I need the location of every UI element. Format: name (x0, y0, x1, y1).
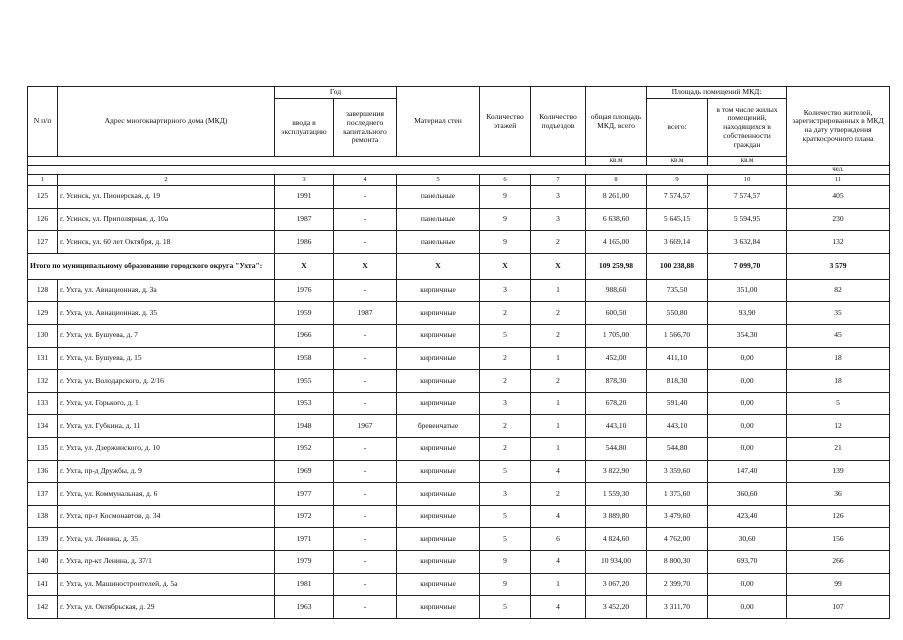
row-wall-material: кирпичные (397, 596, 480, 619)
row-premises-area: 544,80 (647, 437, 708, 460)
row-entrances: 1 (531, 347, 586, 370)
row-number: 142 (28, 596, 58, 619)
row-number: 141 (28, 573, 58, 596)
row-private-area: 30,60 (708, 528, 787, 551)
row-private-area: 0,00 (708, 573, 787, 596)
row-floors: 3 (480, 392, 531, 415)
row-entrances: 1 (531, 392, 586, 415)
table-row (28, 370, 890, 393)
header-residents: Количество жителей, зарегистрированных в МКД на дату утверждения краткосрочного плана (787, 87, 890, 166)
total-label: Итого по муниципальному образованию городского округа "Ухта": (28, 253, 275, 279)
row-entrances: 1 (531, 415, 586, 438)
header-address: Адрес многоквартирного дома (МКД) (58, 87, 275, 157)
row-year-overhaul: - (334, 392, 397, 415)
row-premises-area: 550,80 (647, 302, 708, 325)
row-total-area: 443,10 (586, 415, 647, 438)
total-row (28, 253, 890, 279)
row-residents: 35 (787, 302, 890, 325)
row-year-overhaul: - (334, 596, 397, 619)
column-number: 10 (708, 175, 787, 186)
total-year-overhaul: X (334, 253, 397, 279)
header-year-commissioned: ввода в эксплуатацию (275, 99, 334, 157)
row-wall-material: кирпичные (397, 573, 480, 596)
row-private-area: 0,00 (708, 347, 787, 370)
row-year-commissioned: 1959 (275, 302, 334, 325)
row-residents: 12 (787, 415, 890, 438)
row-year-overhaul: - (334, 550, 397, 573)
row-wall-material: кирпичные (397, 550, 480, 573)
table-row (28, 437, 890, 460)
row-year-overhaul: - (334, 370, 397, 393)
row-entrances: 2 (531, 483, 586, 506)
row-year-overhaul: 1967 (334, 415, 397, 438)
row-wall-material: панельные (397, 231, 480, 254)
column-number: 5 (397, 175, 480, 186)
row-residents: 82 (787, 279, 890, 302)
row-number: 138 (28, 505, 58, 528)
row-year-overhaul: - (334, 279, 397, 302)
row-residents: 45 (787, 324, 890, 347)
table-row (28, 415, 890, 438)
row-address: г. Усинск, ул. Приполярная, д. 10а (58, 208, 275, 231)
row-year-overhaul: - (334, 528, 397, 551)
row-residents: 99 (787, 573, 890, 596)
row-premises-area: 8 800,30 (647, 550, 708, 573)
row-wall-material: кирпичные (397, 370, 480, 393)
row-entrances: 4 (531, 596, 586, 619)
row-year-commissioned: 1986 (275, 231, 334, 254)
rows-usinsk (28, 186, 890, 254)
row-premises-area: 443,10 (647, 415, 708, 438)
row-year-commissioned: 1958 (275, 347, 334, 370)
row-number: 128 (28, 279, 58, 302)
row-floors: 2 (480, 370, 531, 393)
row-private-area: 693,70 (708, 550, 787, 573)
table-row (28, 279, 890, 302)
row-year-overhaul: - (334, 505, 397, 528)
column-number: 8 (586, 175, 647, 186)
row-floors: 9 (480, 550, 531, 573)
row-year-commissioned: 1977 (275, 483, 334, 506)
row-floors: 5 (480, 596, 531, 619)
row-premises-area: 2 399,70 (647, 573, 708, 596)
row-entrances: 4 (531, 505, 586, 528)
row-year-commissioned: 1979 (275, 550, 334, 573)
row-total-area: 10 934,00 (586, 550, 647, 573)
column-number: 7 (531, 175, 586, 186)
row-residents: 36 (787, 483, 890, 506)
row-entrances: 3 (531, 186, 586, 209)
row-wall-material: кирпичные (397, 392, 480, 415)
row-residents: 18 (787, 370, 890, 393)
row-entrances: 1 (531, 279, 586, 302)
row-premises-area: 4 762,00 (647, 528, 708, 551)
row-number: 137 (28, 483, 58, 506)
row-wall-material: кирпичные (397, 302, 480, 325)
column-number: 11 (787, 175, 890, 186)
row-residents: 156 (787, 528, 890, 551)
table-row (28, 550, 890, 573)
row-year-overhaul: - (334, 324, 397, 347)
table-row (28, 392, 890, 415)
row-floors: 9 (480, 186, 531, 209)
total-year-commissioned: X (275, 253, 334, 279)
column-number: 4 (334, 175, 397, 186)
row-year-commissioned: 1971 (275, 528, 334, 551)
row-year-commissioned: 1969 (275, 460, 334, 483)
row-address: г. Ухта, ул. Ленина, д. 35 (58, 528, 275, 551)
row-number: 131 (28, 347, 58, 370)
column-number: 3 (275, 175, 334, 186)
row-residents: 132 (787, 231, 890, 254)
row-year-commissioned: 1966 (275, 324, 334, 347)
column-number: 1 (28, 175, 58, 186)
table-row (28, 186, 890, 209)
total-floors: X (480, 253, 531, 279)
table-row (28, 347, 890, 370)
row-floors: 9 (480, 573, 531, 596)
column-number: 6 (480, 175, 531, 186)
table-row (28, 324, 890, 347)
row-total-area: 878,30 (586, 370, 647, 393)
row-year-overhaul: - (334, 460, 397, 483)
row-wall-material: кирпичные (397, 347, 480, 370)
row-floors: 2 (480, 437, 531, 460)
total-entrances: X (531, 253, 586, 279)
row-year-commissioned: 1963 (275, 596, 334, 619)
unit-spacer (28, 157, 586, 166)
row-number: 136 (28, 460, 58, 483)
row-premises-area: 1 566,70 (647, 324, 708, 347)
row-premises-area: 1 375,60 (647, 483, 708, 506)
row-private-area: 3 632,84 (708, 231, 787, 254)
row-year-overhaul: 1987 (334, 302, 397, 325)
row-wall-material: кирпичные (397, 505, 480, 528)
row-address: г. Ухта, ул. Авиационная, д. 3а (58, 279, 275, 302)
row-year-overhaul: - (334, 186, 397, 209)
table-row (28, 505, 890, 528)
row-entrances: 3 (531, 208, 586, 231)
table-row (28, 483, 890, 506)
header-year-overhaul: завершения последнего капитального ремонта (334, 99, 397, 157)
row-number: 134 (28, 415, 58, 438)
header-premises-total: всего: (647, 99, 708, 157)
row-total-area: 678,20 (586, 392, 647, 415)
row-year-commissioned: 1952 (275, 437, 334, 460)
row-year-overhaul: - (334, 573, 397, 596)
row-year-overhaul: - (334, 437, 397, 460)
row-entrances: 4 (531, 460, 586, 483)
table-row (28, 302, 890, 325)
row-residents: 139 (787, 460, 890, 483)
row-year-overhaul: - (334, 231, 397, 254)
row-address: г. Ухта, ул. Авиационная, д. 35 (58, 302, 275, 325)
row-wall-material: кирпичные (397, 528, 480, 551)
row-address: г. Ухта, ул. Бушуева, д. 7 (58, 324, 275, 347)
row-entrances: 2 (531, 370, 586, 393)
row-total-area: 988,60 (586, 279, 647, 302)
row-total-area: 3 822,90 (586, 460, 647, 483)
row-premises-area: 735,50 (647, 279, 708, 302)
row-premises-area: 3 311,70 (647, 596, 708, 619)
row-wall-material: кирпичные (397, 483, 480, 506)
row-wall-material: панельные (397, 208, 480, 231)
row-address: г. Ухта, ул. Володарского, д. 2/16 (58, 370, 275, 393)
row-total-area: 4 165,00 (586, 231, 647, 254)
row-premises-area: 3 479,60 (647, 505, 708, 528)
row-entrances: 2 (531, 302, 586, 325)
row-address: г. Ухта, пр-д Дружбы, д. 9 (58, 460, 275, 483)
row-number: 130 (28, 324, 58, 347)
unit-spacer-2 (28, 166, 787, 175)
row-year-commissioned: 1991 (275, 186, 334, 209)
row-total-area: 3 452,20 (586, 596, 647, 619)
row-private-area: 5 594,95 (708, 208, 787, 231)
row-floors: 5 (480, 505, 531, 528)
row-address: г. Ухта, ул. Губкина, д. 11 (58, 415, 275, 438)
row-entrances: 6 (531, 528, 586, 551)
row-number: 133 (28, 392, 58, 415)
row-floors: 2 (480, 415, 531, 438)
row-floors: 2 (480, 347, 531, 370)
header-npp: N п/п (28, 87, 58, 157)
row-private-area: 360,60 (708, 483, 787, 506)
row-total-area: 544,80 (586, 437, 647, 460)
row-floors: 2 (480, 302, 531, 325)
row-number: 127 (28, 231, 58, 254)
row-private-area: 0,00 (708, 437, 787, 460)
total-material: X (397, 253, 480, 279)
table-row (28, 208, 890, 231)
row-wall-material: бревенчатые (397, 415, 480, 438)
column-number: 2 (58, 175, 275, 186)
header-floors: Количество этажей (480, 87, 531, 157)
row-year-commissioned: 1953 (275, 392, 334, 415)
row-address: г. Ухта, ул. Машиностроителей, д. 5а (58, 573, 275, 596)
row-total-area: 3 889,80 (586, 505, 647, 528)
row-address: г. Ухта, пр-т Космонавтов, д. 34 (58, 505, 275, 528)
row-address: г. Усинск, ул. Пионерская, д. 19 (58, 186, 275, 209)
row-floors: 5 (480, 460, 531, 483)
row-private-area: 0,00 (708, 415, 787, 438)
row-wall-material: кирпичные (397, 460, 480, 483)
row-year-overhaul: - (334, 208, 397, 231)
total-premises: 100 238,88 (647, 253, 708, 279)
row-residents: 21 (787, 437, 890, 460)
row-premises-area: 3 359,60 (647, 460, 708, 483)
row-residents: 405 (787, 186, 890, 209)
total-residents: 3 579 (787, 253, 890, 279)
row-address: г. Ухта, ул. Дзержинского, д. 10 (58, 437, 275, 460)
table-row (28, 231, 890, 254)
row-number: 135 (28, 437, 58, 460)
unit-area-private: кв.м (708, 157, 787, 166)
row-wall-material: кирпичные (397, 324, 480, 347)
row-entrances: 1 (531, 437, 586, 460)
row-year-commissioned: 1948 (275, 415, 334, 438)
header-wall-material: Материал стен (397, 87, 480, 157)
row-premises-area: 591,40 (647, 392, 708, 415)
row-number: 140 (28, 550, 58, 573)
row-address: г. Ухта, ул. Коммунальная, д. 6 (58, 483, 275, 506)
row-total-area: 6 638,60 (586, 208, 647, 231)
row-private-area: 354,30 (708, 324, 787, 347)
row-private-area: 0,00 (708, 392, 787, 415)
row-private-area: 351,00 (708, 279, 787, 302)
row-floors: 5 (480, 528, 531, 551)
row-address: г. Усинск, ул. 60 лет Октября, д. 18 (58, 231, 275, 254)
row-premises-area: 5 645,15 (647, 208, 708, 231)
unit-area-total: кв.м (586, 157, 647, 166)
row-year-overhaul: - (334, 483, 397, 506)
row-number: 132 (28, 370, 58, 393)
row-number: 129 (28, 302, 58, 325)
row-number: 126 (28, 208, 58, 231)
row-address: г. Ухта, ул. Горького, д. 1 (58, 392, 275, 415)
row-private-area: 7 574,57 (708, 186, 787, 209)
row-premises-area: 3 669,14 (647, 231, 708, 254)
row-year-overhaul: - (334, 347, 397, 370)
row-floors: 5 (480, 324, 531, 347)
row-premises-area: 818,30 (647, 370, 708, 393)
row-year-commissioned: 1976 (275, 279, 334, 302)
row-entrances: 4 (531, 550, 586, 573)
header-entrances: Количество подъездов (531, 87, 586, 157)
row-address: г. Ухта, пр-кт Ленина, д. 37/1 (58, 550, 275, 573)
total-section (28, 253, 890, 279)
header-premises-group: Площадь помещений МКД: (647, 87, 787, 99)
row-floors: 3 (480, 483, 531, 506)
row-wall-material: панельные (397, 186, 480, 209)
row-number: 125 (28, 186, 58, 209)
row-premises-area: 411,10 (647, 347, 708, 370)
table-row (28, 460, 890, 483)
row-total-area: 4 824,60 (586, 528, 647, 551)
row-year-commissioned: 1955 (275, 370, 334, 393)
row-address: г. Ухта, ул. Бушуева, д. 15 (58, 347, 275, 370)
row-year-commissioned: 1972 (275, 505, 334, 528)
row-total-area: 452,00 (586, 347, 647, 370)
row-wall-material: кирпичные (397, 437, 480, 460)
table-row (28, 596, 890, 619)
row-residents: 266 (787, 550, 890, 573)
row-total-area: 1 705,00 (586, 324, 647, 347)
row-private-area: 93,90 (708, 302, 787, 325)
unit-people: чел. (787, 166, 890, 175)
total-private: 7 099,70 (708, 253, 787, 279)
row-total-area: 3 067,20 (586, 573, 647, 596)
row-entrances: 2 (531, 324, 586, 347)
row-private-area: 147,40 (708, 460, 787, 483)
row-year-commissioned: 1981 (275, 573, 334, 596)
housing-table (27, 86, 890, 619)
table-row (28, 573, 890, 596)
row-private-area: 423,40 (708, 505, 787, 528)
header-year-group: Год (275, 87, 397, 99)
row-number: 139 (28, 528, 58, 551)
row-residents: 107 (787, 596, 890, 619)
row-address: г. Ухта, ул. Октябрьская, д. 29 (58, 596, 275, 619)
column-number: 9 (647, 175, 708, 186)
row-year-commissioned: 1987 (275, 208, 334, 231)
row-floors: 9 (480, 208, 531, 231)
rows-ukhta (28, 279, 890, 618)
header-total-area: общая площадь МКД, всего (586, 87, 647, 157)
table-row (28, 528, 890, 551)
row-wall-material: кирпичные (397, 279, 480, 302)
row-total-area: 8 261,00 (586, 186, 647, 209)
row-residents: 5 (787, 392, 890, 415)
row-private-area: 0,00 (708, 370, 787, 393)
row-residents: 230 (787, 208, 890, 231)
row-residents: 18 (787, 347, 890, 370)
row-total-area: 600,50 (586, 302, 647, 325)
row-entrances: 1 (531, 573, 586, 596)
row-entrances: 2 (531, 231, 586, 254)
header-premises-private: в том числе жилых помещений, находящихся в собственности граждан (708, 99, 787, 157)
row-private-area: 0,00 (708, 596, 787, 619)
total-area: 109 259,98 (586, 253, 647, 279)
row-floors: 3 (480, 279, 531, 302)
row-premises-area: 7 574,57 (647, 186, 708, 209)
row-residents: 126 (787, 505, 890, 528)
row-total-area: 1 559,30 (586, 483, 647, 506)
unit-area-premises: кв.м (647, 157, 708, 166)
row-floors: 9 (480, 231, 531, 254)
